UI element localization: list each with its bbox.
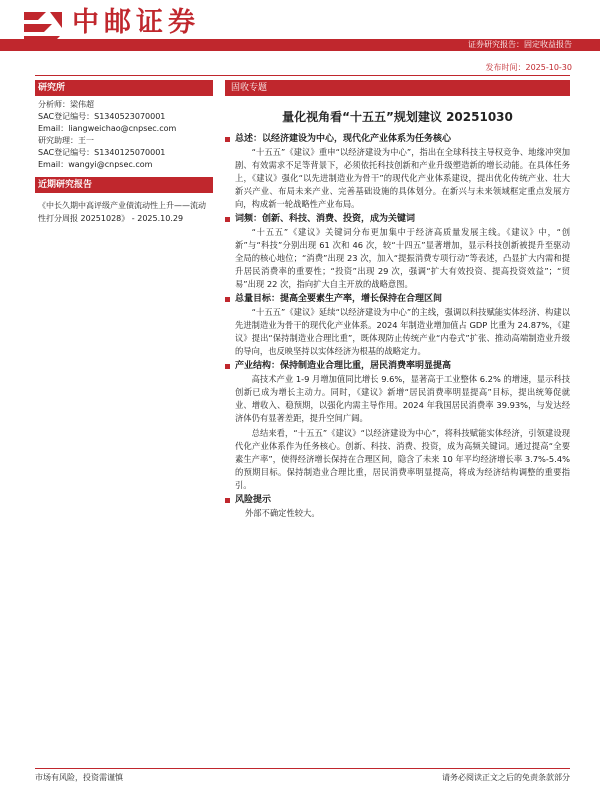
main-content	[225, 80, 570, 522]
section-heading-overview: 总述：以经济建设为中心，现代化产业体系为任务核心	[225, 133, 570, 146]
recent-reports-heading: 近期研究报告	[35, 177, 213, 193]
assistant-sac: SAC登记编号：S1340125070001	[38, 148, 166, 157]
sidebar	[35, 80, 213, 225]
section-heading-targets: 总量目标：提高全要素生产率，增长保持在合理区间	[225, 293, 570, 306]
header-divider	[35, 75, 570, 76]
report-header	[0, 0, 600, 72]
brand-name-cn: 中邮证券	[72, 7, 200, 38]
section-heading-risk: 风险提示	[225, 494, 570, 507]
analyst-sac: SAC登记编号：S1340523070001	[38, 112, 166, 121]
report-title: 量化视角看“十五五”规划建议 20251030	[282, 110, 513, 124]
footer-risk-note: 市场有风险，投资需谨慎	[35, 773, 123, 782]
analyst-name: 分析师：梁伟超	[38, 100, 94, 109]
bullet-icon	[225, 498, 230, 503]
section-heading-structure: 产业结构：保持制造业合理比重，居民消费率明显提高	[225, 360, 570, 373]
section-paragraph: 高技术产业 1-9 月增加值同比增长 9.6%，显著高于工业整体 6.2% 的增速，显示科技创新已成为增长主动力。同时，《建议》新增“居民消费率明显提高”目标，提出统筹促就业、增收入、稳预期，以强化内需主导作用。2024 年我国居民消费率 39.93%，与发达经济体仍有显著差距，提升空间广阔。	[235, 374, 570, 423]
assistant-email: Email：wangyi@cnpsec.com	[38, 160, 153, 169]
report-type: 证券研究报告：固定收益报告	[468, 40, 572, 49]
bullet-icon	[225, 364, 230, 369]
publish-date: 发布时间：2025-10-30	[485, 63, 572, 72]
risk-paragraph: 外部不确定性较大。	[244, 508, 320, 518]
recent-report-item: 《中长久期中高评级产业债流动性上升——流动性打分周报 20251028》 - 2025.10.29	[38, 201, 206, 223]
research-institute-heading: 研究所	[35, 80, 213, 96]
summary-paragraph: 总结来看，“十五五”《建议》“以经济建设为中心”，将科技赋能实体经济，引领建设现代化产业体系作为任务核心。创新、科技、消费、投资，成为高频关键词。通过提高“全要素生产率”，使得经济增长保持在合理区间，隐含了未来 10 年平均经济增长率 3.7%-5.4% 的预期目标。保持制造业合理比重，居民消费率明显提高，将成为经济结构调整的重要指引。	[235, 428, 570, 490]
footer-divider	[35, 768, 570, 769]
bullet-icon	[225, 217, 230, 222]
section-paragraph: “十五五”《建议》重申“以经济建设为中心”，指出在全球科技主导权竞争、地缘冲突加剧、有效需求不足等背景下，必须依托科技创新和产业升级塑造新的增长动能。在具体任务上，《建议》强化“以先进制造业为骨干”的现代化产业体系建设，提出优化传统产业、壮大新兴产业、布局未来产业、完善基础设施的具体划分。在新兴与未来领域框定重点发展方向，构成新一轮战略性产业布局。	[235, 147, 570, 209]
bullet-icon	[225, 137, 230, 142]
analyst-info	[35, 96, 213, 177]
bullet-icon	[225, 297, 230, 302]
section-paragraph: “十五五”《建议》关键词分布更加集中于经济高质量发展主线。《建议》中，“创新”与“科技”分别出现 61 次和 46 次，较“十四五”显著增加，显示科技创新被提升至驱动全局的核心地位；“消费”出现 23 次，加入“提振消费专项行动”等表述，凸显扩大内需和提升居民消费率的重要性；“投资”出现 29 次，强调“扩大有效投资、提高投资效益”；“贸易”出现 22 次，指向扩大自主开放的战略意图。	[235, 227, 570, 289]
section-heading-keywords: 词频：创新、科技、消费、投资，成为关键词	[225, 213, 570, 226]
report-category-tag: 固收专题	[225, 80, 570, 96]
assistant-name: 研究助理：王一	[38, 136, 94, 145]
analyst-email: Email：liangweichao@cnpsec.com	[38, 124, 177, 133]
section-paragraph: “十五五”《建议》延续“以经济建设为中心”的主线，强调以科技赋能实体经济、构建以先进制造业为骨干的现代化产业体系。2024 年制造业增加值占 GDP 比重为 24.87%，《建议》提出“保持制造业合理比重”，既体现防止传统产业“内卷式”扩张、推动高端制造业升级的导向，也反映坚持以实体经济为根基的战略定力。	[235, 307, 570, 356]
footer-disclaimer: 请务必阅读正文之后的免责条款部分	[442, 773, 570, 782]
